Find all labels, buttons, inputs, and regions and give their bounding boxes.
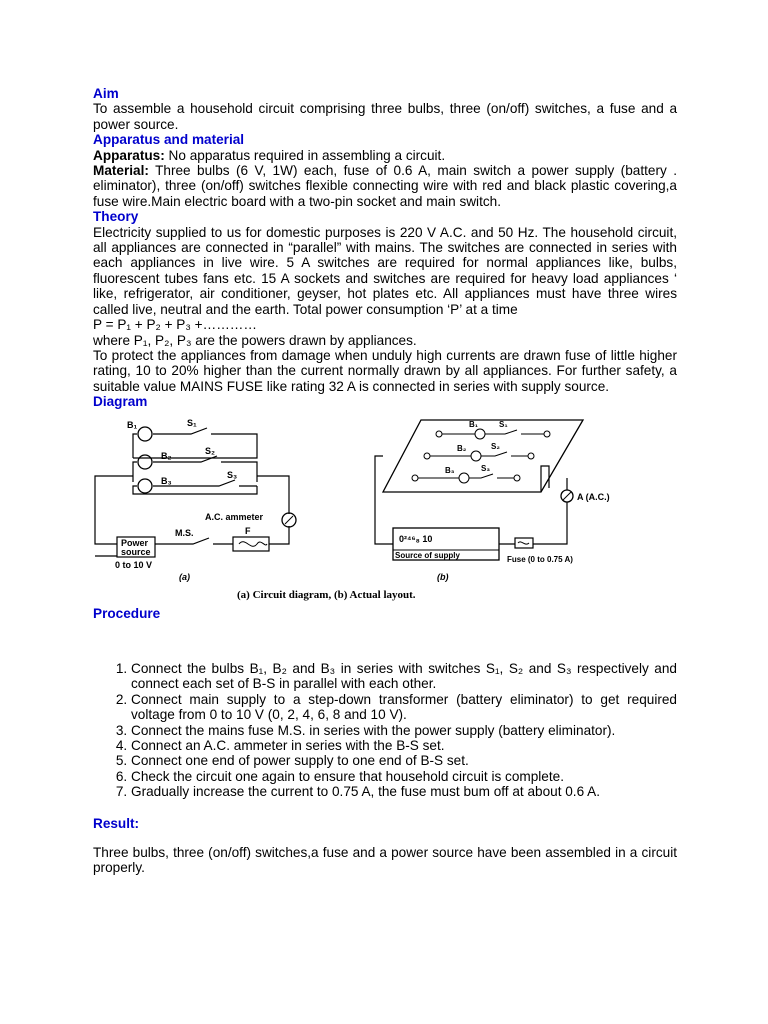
aim-text: To assemble a household circuit comprising three bulbs, three (on/off) switches, a fuse and a power source. [93, 101, 677, 132]
label-a-s2: S₂ [205, 445, 216, 456]
label-a-fuse: F [245, 525, 251, 536]
document-content [93, 86, 677, 876]
bulb-b2-icon [138, 455, 152, 469]
apparatus-line [93, 148, 677, 163]
aim-heading: Aim [93, 86, 119, 101]
label-a-s3: S₃ [227, 469, 238, 480]
theory-formula: P = P₁ + P₂ + P₃ +………… [93, 317, 257, 333]
circuit-diagram-figure [93, 416, 677, 606]
label-b-s2: S₂ [491, 441, 500, 451]
spacer [93, 621, 677, 661]
procedure-step: 4. Connect an A.C. ammeter in series with the B-S set. [131, 738, 677, 753]
procedure-step: 2. Connect main supply to a step-down transformer (battery eliminator) to get required voltage from 0 to 10 V (0, 2, 4, 6, 8 and 10 V). [131, 692, 677, 723]
label-a-b1: B₁ [127, 419, 138, 430]
label-b-b1: B₁ [469, 419, 479, 429]
label-b-s3: S₃ [481, 463, 491, 473]
procedure-list [93, 661, 677, 800]
label-a-ms: M.S. [175, 527, 194, 538]
label-a-ammeter: A.C. ammeter [205, 511, 264, 522]
procedure-step: 3. Connect the mains fuse M.S. in series with the power supply (battery eliminator). [131, 723, 677, 738]
material-line [93, 163, 677, 209]
label-a-s1: S₁ [187, 417, 197, 428]
label-a-b2: B₂ [161, 450, 172, 461]
material-label: Material: [93, 163, 149, 179]
label-b-b2: B₂ [457, 443, 467, 453]
result-text: Three bulbs, three (on/off) switches,a fuse and a power source have been assembled in a circuit properly. [93, 845, 677, 876]
apparatus-text: No apparatus required in assembling a circuit. [164, 147, 446, 163]
procedure-step: 7. Gradually increase the current to 0.75 A, the fuse must bum off at about 0.6 A. [131, 784, 677, 799]
diagram-b [375, 420, 610, 582]
apparatus-label: Apparatus: [93, 147, 165, 163]
bulb-b3-icon [138, 479, 152, 493]
label-b-b3: B₃ [445, 465, 455, 475]
label-b-dial: 0²⁴⁶₈ 10 [399, 533, 433, 544]
label-b-ammeter: A (A.C.) [577, 491, 610, 502]
label-b-tag: (b) [437, 571, 449, 582]
theory-para2: To protect the appliances from damage when unduly high currents are drawn fuse of little higher rating, 10 to 20% higher than the current normally drawn by all appliances. For further safety, a suitable value MAINS FUSE like rating 32 A is connected in series with supply source. [93, 347, 677, 394]
procedure-step: 5. Connect one end of power supply to one end of B-S set. [131, 753, 677, 768]
label-a-power-1: Power [121, 537, 149, 548]
diagram-caption: (a) Circuit diagram, (b) Actual layout. [237, 588, 416, 601]
procedure-step: 1. Connect the bulbs B₁, B₂ and B₃ in series with switches S₁, S₂ and S₃ respectively and connect each set of B-S in parallel with each other. [131, 661, 677, 692]
label-a-power-2: source [121, 546, 151, 557]
bulb-b1-icon [138, 427, 152, 441]
label-b-supply: Source of supply [395, 550, 460, 560]
procedure-step: 6. Check the circuit one again to ensure that household circuit is complete. [131, 769, 677, 784]
procedure-heading: Procedure [93, 605, 161, 621]
label-a-tag: (a) [179, 571, 190, 582]
theory-para1: Electricity supplied to us for domestic purposes is 220 V A.C. and 50 Hz. The household circuit, all appliances are connected in “parallel” with mains. The switches are connected in series with each appliances in live wire. 5 A switches are required for normal appliances like, bulbs, fluorescent tubes fans etc. 15 A sockets and switches are required for heavy load appliances ‘ like, refrigerator, air conditioner, geyser, hot plates etc. All appliances must have three wires called live, neutral and the earth. Total power consumption ‘P’ at a time [93, 224, 677, 317]
label-b-fuse: Fuse (0 to 0.75 A) [507, 554, 573, 564]
result-heading: Result: [93, 815, 140, 831]
apparatus-heading: Apparatus and material [93, 132, 245, 148]
theory-heading: Theory [93, 209, 139, 225]
circuit-diagram [93, 416, 677, 606]
material-text: Three bulbs (6 V, 1W) each, fuse of 0.6 A, main switch a power supply (battery . eliminator), three (on/off) switches flexible connecting wire with red and black plastic covering,a fuse wire.Main electric board with a two-pin socket and main switch. [93, 163, 677, 209]
label-a-range: 0 to 10 V [115, 559, 153, 570]
diagram-a [95, 418, 296, 582]
label-b-s1: S₁ [499, 419, 508, 429]
theory-where: where P₁, P₂, P₃ are the powers drawn by appliances. [93, 332, 417, 348]
label-a-b3: B₃ [161, 475, 172, 486]
diagram-heading: Diagram [93, 394, 148, 410]
